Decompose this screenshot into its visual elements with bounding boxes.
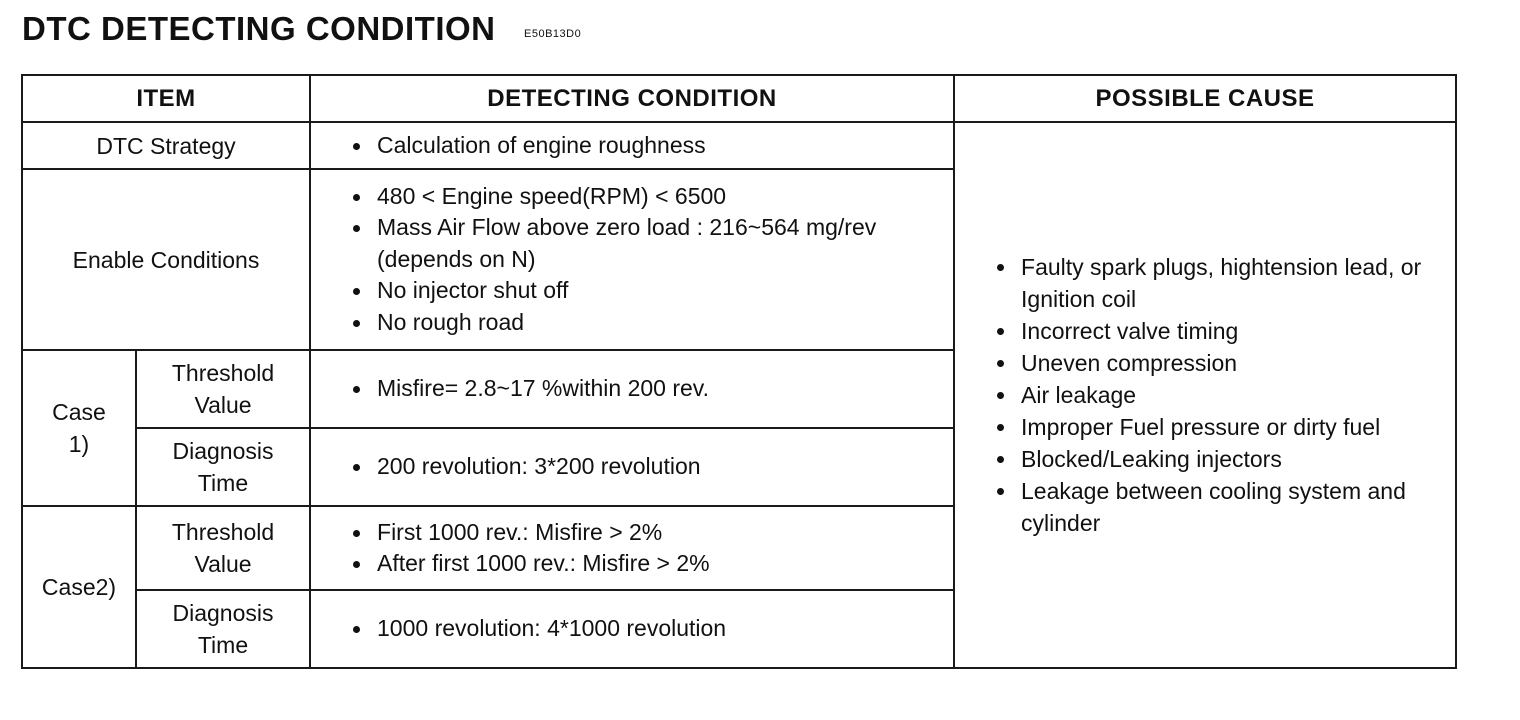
item-enable-conditions: Enable Conditions: [22, 169, 310, 350]
item-diagnosis-time: [136, 428, 310, 506]
case-label: Case 1): [52, 399, 106, 457]
list-item: First 1000 rev.: Misfire > 2%: [351, 517, 943, 549]
table-row: [22, 122, 1456, 169]
item-case-1: [22, 350, 136, 506]
condition-list: [351, 130, 943, 162]
page-title: DTC DETECTING CONDITION: [22, 10, 496, 47]
list-item: 480 < Engine speed(RPM) < 6500: [351, 181, 943, 213]
list-item: Air leakage: [995, 379, 1447, 411]
sub-item-label: Threshold Value: [171, 360, 275, 418]
list-item: 200 revolution: 3*200 revolution: [351, 451, 943, 483]
condition-list: [351, 613, 943, 645]
list-item: After first 1000 rev.: Misfire > 2%: [351, 548, 943, 580]
sub-item-label: Diagnosis Time: [172, 438, 274, 496]
item-threshold-value: [136, 506, 310, 590]
condition-cell: [310, 169, 954, 350]
condition-cell: [310, 122, 954, 169]
possible-cause-cell: [954, 122, 1456, 668]
list-item: No injector shut off: [351, 275, 943, 307]
list-item: 1000 revolution: 4*1000 revolution: [351, 613, 943, 645]
condition-list: [351, 373, 943, 405]
list-item: No rough road: [351, 307, 943, 339]
item-diagnosis-time: [136, 590, 310, 668]
list-item: Blocked/Leaking injectors: [995, 443, 1447, 475]
condition-cell: [310, 350, 954, 428]
item-dtc-strategy: DTC Strategy: [22, 122, 310, 169]
list-item: Mass Air Flow above zero load : 216~564 mg/rev (depends on N): [351, 212, 943, 275]
header-item: ITEM: [22, 75, 310, 122]
item-case-2: Case2): [22, 506, 136, 668]
list-item: Calculation of engine roughness: [351, 130, 943, 162]
list-item: Uneven compression: [995, 347, 1447, 379]
document-code: E50B13D0: [524, 28, 582, 40]
sub-item-label: Diagnosis Time: [172, 600, 274, 658]
condition-list: [351, 451, 943, 483]
condition-cell: [310, 428, 954, 506]
sub-item-label: Threshold Value: [171, 519, 275, 577]
list-item: Incorrect valve timing: [995, 315, 1447, 347]
header-possible-cause: POSSIBLE CAUSE: [954, 75, 1456, 122]
header-detecting-condition: DETECTING CONDITION: [310, 75, 954, 122]
list-item: Improper Fuel pressure or dirty fuel: [995, 411, 1447, 443]
condition-cell: [310, 506, 954, 590]
condition-list: [351, 517, 943, 580]
dtc-condition-table: [21, 74, 1457, 669]
list-item: Faulty spark plugs, hightension lead, or Ignition coil: [995, 251, 1447, 315]
cause-list: [995, 251, 1447, 539]
condition-list: [351, 181, 943, 339]
condition-cell: [310, 590, 954, 668]
item-threshold-value: [136, 350, 310, 428]
list-item: Misfire= 2.8~17 %within 200 rev.: [351, 373, 943, 405]
list-item: Leakage between cooling system and cylinder: [995, 475, 1447, 539]
header-row: [22, 75, 1456, 122]
